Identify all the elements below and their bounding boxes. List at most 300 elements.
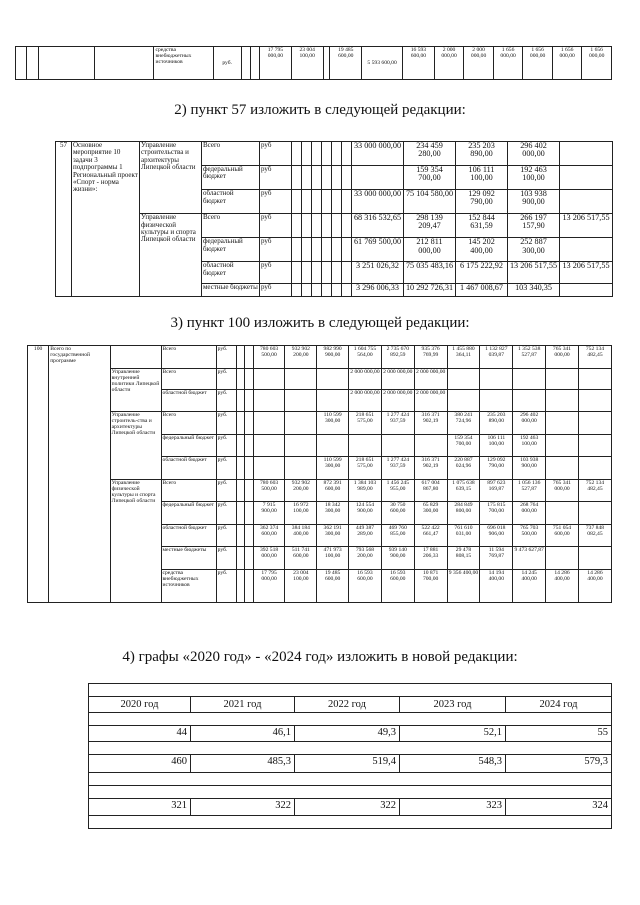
table-cell: 218 651 575,00 <box>349 457 382 480</box>
table-cell <box>285 368 317 390</box>
table-cell: руб. <box>216 411 236 434</box>
table-cell <box>245 524 253 547</box>
table-cell: Всего <box>202 142 260 166</box>
table-cell <box>546 434 579 457</box>
table-cell <box>342 190 352 214</box>
table-cell: руб <box>260 214 292 238</box>
table-cell: федеральный бюджет <box>161 434 216 457</box>
unit: руб. <box>213 47 241 80</box>
table-cell: местные бюджеты <box>202 284 260 297</box>
table-cell: 61 769 500,00 <box>352 238 404 262</box>
table-cell: 2 000 000,00 <box>381 390 414 412</box>
table-cell: руб. <box>216 502 236 525</box>
table-cell <box>250 47 259 80</box>
table-cell: 159 354 700,00 <box>404 166 456 190</box>
table-cell: Всего <box>202 214 260 238</box>
table-cell: 103 340,35 <box>508 284 560 297</box>
table-cell: областной бюджет <box>161 457 216 480</box>
table-cell <box>342 214 352 238</box>
table-cell: 2 735 670 892,59 <box>381 346 414 369</box>
table-cell: 9 356 400,00 <box>447 569 480 602</box>
table-cell <box>253 368 285 390</box>
table-cell <box>414 434 447 457</box>
value-cell: 1 656 000,00 <box>523 47 553 80</box>
table-cell: 29 478 808,15 <box>447 547 480 570</box>
table-cell: 316 371 902,19 <box>414 457 447 480</box>
table-cell: 485,3 <box>191 755 295 772</box>
item-name: Основное мероприятие 10 задачи 3 подпрограммы 1 Региональный проект «Спорт - норма жизни»: <box>72 142 140 297</box>
table-cell: 103 938 900,00 <box>508 190 560 214</box>
table-cell: 18 342 300,00 <box>317 502 349 525</box>
table-cell <box>245 457 253 480</box>
value-cell: 5 593 600,00 <box>362 47 403 80</box>
table-cell: 268 764 000,00 <box>513 502 546 525</box>
table-cell: 10 292 726,31 <box>404 284 456 297</box>
table-cell <box>285 457 317 480</box>
table-cell: 296 402 000,00 <box>513 411 546 434</box>
table-cell <box>342 166 352 190</box>
table-cell: 932 902 200,00 <box>285 346 317 369</box>
table-cell <box>38 47 95 80</box>
table-cell: 765 703 500,00 <box>513 524 546 547</box>
table-cell: 321 <box>89 798 191 815</box>
table-cell <box>546 502 579 525</box>
year-header: 2020 год <box>89 696 191 712</box>
table-cell <box>16 47 27 80</box>
table-cell: 696 018 906,00 <box>480 524 513 547</box>
table-cell: 52,1 <box>400 726 506 742</box>
table-cell <box>578 368 611 390</box>
table-cell: 30 750 600,00 <box>381 502 414 525</box>
table-cell: 17 795 000,00 <box>253 569 285 602</box>
table-cell: 316 371 902,19 <box>414 411 447 434</box>
executor: Управление строитель-ства и архитектуры Липецкой области <box>110 411 161 479</box>
item-number: 57 <box>56 142 72 297</box>
value-cell: 1 656 000,00 <box>552 47 582 80</box>
table-cell: 55 <box>506 726 612 742</box>
table-cell: 17 881 206,33 <box>414 547 447 570</box>
table-cell: 13 206 517,55 <box>508 262 560 284</box>
table-cell: 1 056 136 527,87 <box>513 479 546 502</box>
table-cell: 152 844 631,59 <box>456 214 508 238</box>
table-cell: руб. <box>216 434 236 457</box>
table-cell <box>546 368 579 390</box>
table-cell: 296 402 000,00 <box>508 142 560 166</box>
table-cell: 579,3 <box>506 755 612 772</box>
table-cell <box>332 284 342 297</box>
table-cell <box>342 284 352 297</box>
table-cell: 106 111 100,00 <box>456 166 508 190</box>
executor: Управление строительства и архитектуры Липецкой области <box>140 142 202 214</box>
value-cell: 2 000 000,00 <box>464 47 494 80</box>
table-cell: 298 139 209,47 <box>404 214 456 238</box>
table-cell: 780 603 500,00 <box>253 479 285 502</box>
table-cell: 2 000 000,00 <box>414 368 447 390</box>
item-name: Всего по государственной программе <box>49 346 110 603</box>
table-cell <box>302 262 312 284</box>
table-cell <box>560 190 613 214</box>
table-cell: 617 004 867,80 <box>414 479 447 502</box>
table-cell <box>332 190 342 214</box>
table-cell: 235 203 890,00 <box>456 142 508 166</box>
table-cell <box>322 238 332 262</box>
table-cell: областной бюджет <box>202 190 260 214</box>
table-cell <box>89 742 612 755</box>
value-cell: 16 593 600,00 <box>403 47 435 80</box>
table-cell <box>513 390 546 412</box>
table-cell: 765 341 000,00 <box>546 479 579 502</box>
table-cell <box>578 457 611 480</box>
table-cell: Всего <box>161 368 216 390</box>
table-cell <box>253 411 285 434</box>
table-cell: 110 599 300,00 <box>317 411 349 434</box>
table-cell <box>245 346 253 369</box>
table-cell <box>447 368 480 390</box>
table-cell: 13 206 517,55 <box>560 214 613 238</box>
table-cell: 3 251 026,32 <box>352 262 404 284</box>
table-cell: 1 455 880 364,11 <box>447 346 480 369</box>
table-cell <box>245 368 253 390</box>
table-cell <box>236 457 244 480</box>
table-cell: 380 241 724,96 <box>447 411 480 434</box>
table-cell: 11 594 769,87 <box>480 547 513 570</box>
table-cell <box>292 190 302 214</box>
table-cell: 10 871 700,00 <box>414 569 447 602</box>
table-cell: руб <box>260 284 292 297</box>
table-cell <box>312 284 322 297</box>
table-cell <box>342 262 352 284</box>
table-cell: 1 075 638 639,15 <box>447 479 480 502</box>
table-cell: 145 202 400,00 <box>456 238 508 262</box>
table-cell <box>349 434 382 457</box>
table-cell: 175 815 700,00 <box>480 502 513 525</box>
table-cell <box>322 142 332 166</box>
table-cell <box>292 238 302 262</box>
table-cell <box>95 47 154 80</box>
heading-item-57: 2) пункт 57 изложить в следующей редакции: <box>174 102 466 118</box>
table-cell: 322 <box>191 798 295 815</box>
table-cell <box>546 390 579 412</box>
table-cell: 13 206 517,55 <box>560 262 613 284</box>
table-cell <box>342 238 352 262</box>
value-cell: 23 004 100,00 <box>291 47 323 80</box>
table-cell <box>312 142 322 166</box>
table-cell <box>89 713 612 726</box>
value-cell: 19 485 600,00 <box>330 47 362 80</box>
table-cell: 33 000 000,00 <box>352 190 404 214</box>
table-cell: 252 887 300,00 <box>508 238 560 262</box>
table-cell <box>302 238 312 262</box>
table-cell <box>322 166 332 190</box>
table-cell <box>302 166 312 190</box>
table-cell <box>89 684 612 697</box>
table-cell <box>546 457 579 480</box>
table-cell <box>560 142 613 166</box>
table-cell <box>89 785 612 798</box>
table-cell <box>241 47 250 80</box>
table-cell: 761 610 031,00 <box>447 524 480 547</box>
table-cell <box>236 479 244 502</box>
table-cell: руб <box>260 142 292 166</box>
table-cell <box>292 142 302 166</box>
table-cell: 1 277 424 937,59 <box>381 457 414 480</box>
table-cell <box>285 390 317 412</box>
table-cell: 322 <box>295 798 400 815</box>
table-cell: 2 000 000,00 <box>414 390 447 412</box>
table-cell: 266 197 157,90 <box>508 214 560 238</box>
table-cell: 935 376 769,99 <box>414 346 447 369</box>
value-cell: 2 000 000,00 <box>434 47 464 80</box>
table-cell: 124 554 900,00 <box>349 502 382 525</box>
table-cell <box>302 214 312 238</box>
table-cell <box>312 238 322 262</box>
table-cell: руб. <box>216 524 236 547</box>
table-cell <box>578 547 611 570</box>
table-cell: областной бюджет <box>161 390 216 412</box>
table-cell: руб. <box>216 368 236 390</box>
table-cell: 3 296 006,33 <box>352 284 404 297</box>
year-header: 2021 год <box>191 696 295 712</box>
table-cell <box>292 284 302 297</box>
table-cell <box>513 368 546 390</box>
table-cell <box>89 772 612 785</box>
table-cell: 2 000 000,00 <box>349 368 382 390</box>
table-cell: 897 623 169,87 <box>480 479 513 502</box>
table-cell: 75 104 580,00 <box>404 190 456 214</box>
table-cell <box>236 411 244 434</box>
table-cell: 449 387 289,00 <box>349 524 382 547</box>
table-cell <box>292 166 302 190</box>
table-cell: 129 092 790,00 <box>480 457 513 480</box>
table-cell: 19 485 600,00 <box>317 569 349 602</box>
value-cell: 1 656 000,00 <box>582 47 612 80</box>
heading-item-100: 3) пункт 100 изложить в следующей редакции: <box>170 315 470 331</box>
table-cell: 220 887 024,96 <box>447 457 480 480</box>
table-cell: 324 <box>506 798 612 815</box>
table-cell: 384 184 400,00 <box>285 524 317 547</box>
table-cell <box>322 284 332 297</box>
table-cell: 471 973 100,00 <box>317 547 349 570</box>
table-cell: 16 593 600,00 <box>381 569 414 602</box>
table-cell <box>285 434 317 457</box>
executor: Управление физической культуры и спорта Липецкой области <box>140 214 202 297</box>
table-cell <box>381 434 414 457</box>
table-cell: 1 132 827 039,87 <box>480 346 513 369</box>
table-cell <box>236 502 244 525</box>
table-cell <box>578 502 611 525</box>
table-cell <box>312 262 322 284</box>
table-cell <box>447 390 480 412</box>
previous-table-fragment <box>15 46 612 80</box>
table-cell <box>560 284 613 297</box>
table-cell: 16 972 100,00 <box>285 502 317 525</box>
table-cell: 106 111 100,00 <box>480 434 513 457</box>
table-cell: 7 915 900,00 <box>253 502 285 525</box>
table-cell: 519,4 <box>295 755 400 772</box>
table-cell: средства внебюджетных источников <box>161 569 216 602</box>
table-cell: 1 352 538 527,87 <box>513 346 546 369</box>
table-cell: 23 004 100,00 <box>285 569 317 602</box>
table-cell: Всего <box>161 346 216 369</box>
table-cell <box>342 142 352 166</box>
table-cell: 932 902 200,00 <box>285 479 317 502</box>
table-cell: областной бюджет <box>161 524 216 547</box>
table-cell <box>322 214 332 238</box>
table-cell: руб. <box>216 569 236 602</box>
table-cell: 65 829 300,00 <box>414 502 447 525</box>
table-cell <box>110 346 161 369</box>
year-header: 2023 год <box>400 696 506 712</box>
item-number: 100 <box>28 346 49 603</box>
table-cell: руб. <box>216 346 236 369</box>
table-cell <box>317 368 349 390</box>
table-cell <box>302 284 312 297</box>
table-cell <box>245 502 253 525</box>
table-cell: 49,3 <box>295 726 400 742</box>
table-cell: 68 316 532,65 <box>352 214 404 238</box>
table-cell: 751 054 600,00 <box>546 524 579 547</box>
table-cell <box>322 190 332 214</box>
table-cell: 460 <box>89 755 191 772</box>
table-cell: руб. <box>216 547 236 570</box>
item-100-table <box>27 345 612 603</box>
table-cell: 469 760 855,00 <box>381 524 414 547</box>
table-cell <box>332 238 342 262</box>
table-cell <box>253 390 285 412</box>
table-cell <box>317 390 349 412</box>
table-cell <box>89 815 612 828</box>
table-cell: 159 354 700,00 <box>447 434 480 457</box>
table-cell: 16 593 600,00 <box>349 569 382 602</box>
table-cell <box>236 434 244 457</box>
table-cell: 737 848 082,45 <box>578 524 611 547</box>
table-cell: местные бюджеты <box>161 547 216 570</box>
table-cell: 212 811 000,00 <box>404 238 456 262</box>
table-cell <box>292 262 302 284</box>
table-cell: Всего <box>161 411 216 434</box>
table-cell: 872 391 600,00 <box>317 479 349 502</box>
table-cell: руб. <box>216 479 236 502</box>
table-cell <box>323 47 330 80</box>
table-cell <box>322 262 332 284</box>
table-cell: 780 603 500,00 <box>253 346 285 369</box>
value-cell: 1 656 000,00 <box>493 47 523 80</box>
table-cell <box>578 411 611 434</box>
table-cell <box>332 142 342 166</box>
table-cell: 110 599 300,00 <box>317 457 349 480</box>
table-cell: федеральный бюджет <box>202 238 260 262</box>
table-cell <box>27 47 38 80</box>
table-cell: 14 194 400,00 <box>480 569 513 602</box>
table-cell: 192 463 100,00 <box>508 166 560 190</box>
table-cell <box>546 547 579 570</box>
table-cell <box>253 457 285 480</box>
table-cell: 939 140 900,00 <box>381 547 414 570</box>
table-cell: 522 422 661,47 <box>414 524 447 547</box>
table-cell <box>560 238 613 262</box>
table-cell <box>236 569 244 602</box>
table-cell: областной бюджет <box>202 262 260 284</box>
table-cell <box>560 166 613 190</box>
table-cell <box>236 524 244 547</box>
table-cell: 548,3 <box>400 755 506 772</box>
item-57-table <box>55 141 613 297</box>
table-cell: 14 245 400,00 <box>513 569 546 602</box>
table-cell: федеральный бюджет <box>202 166 260 190</box>
table-cell: 752 134 482,45 <box>578 346 611 369</box>
table-cell: 392 518 000,00 <box>253 547 285 570</box>
table-cell: 192 463 100,00 <box>513 434 546 457</box>
table-cell <box>236 547 244 570</box>
table-cell <box>245 569 253 602</box>
years-table <box>88 683 612 829</box>
table-cell: 1 277 424 937,59 <box>381 411 414 434</box>
table-cell: 44 <box>89 726 191 742</box>
heading-years: 4) графы «2020 год» - «2024 год» изложить в новой редакции: <box>122 649 518 665</box>
table-cell: 1 604 755 564,00 <box>349 346 382 369</box>
table-cell: 765 341 000,00 <box>546 346 579 369</box>
table-cell: 33 000 000,00 <box>352 142 404 166</box>
table-cell: 323 <box>400 798 506 815</box>
table-cell <box>312 166 322 190</box>
table-cell <box>312 190 322 214</box>
table-cell <box>480 368 513 390</box>
table-cell <box>245 547 253 570</box>
table-cell: 2 000 000,00 <box>349 390 382 412</box>
table-cell: 14 286 400,00 <box>546 569 579 602</box>
table-cell <box>302 142 312 166</box>
table-cell: 14 286 400,00 <box>578 569 611 602</box>
table-cell <box>245 411 253 434</box>
table-cell: руб <box>260 262 292 284</box>
table-cell: руб. <box>216 390 236 412</box>
table-cell <box>253 434 285 457</box>
table-cell <box>332 262 342 284</box>
table-cell <box>332 214 342 238</box>
table-cell: 1 456 245 955,00 <box>381 479 414 502</box>
table-cell: руб <box>260 238 292 262</box>
table-cell: Всего <box>161 479 216 502</box>
table-cell: руб. <box>216 457 236 480</box>
table-cell <box>236 368 244 390</box>
table-cell: 982 990 900,00 <box>317 346 349 369</box>
table-cell: 1 384 103 989,00 <box>349 479 382 502</box>
table-cell <box>302 190 312 214</box>
table-cell: 75 035 483,16 <box>404 262 456 284</box>
table-cell: 46,1 <box>191 726 295 742</box>
table-cell <box>245 390 253 412</box>
table-cell: руб <box>260 166 292 190</box>
table-cell <box>312 214 322 238</box>
table-cell: 362 374 600,00 <box>253 524 285 547</box>
table-cell <box>236 346 244 369</box>
table-cell <box>332 166 342 190</box>
table-cell: 103 938 900,00 <box>513 457 546 480</box>
table-cell <box>245 434 253 457</box>
table-cell: 235 203 890,00 <box>480 411 513 434</box>
table-cell <box>236 390 244 412</box>
table-cell: федеральный бюджет <box>161 502 216 525</box>
table-cell <box>578 434 611 457</box>
year-header: 2022 год <box>295 696 400 712</box>
table-cell: 2 000 000,00 <box>381 368 414 390</box>
table-cell: 6 175 222,92 <box>456 262 508 284</box>
table-cell <box>352 166 404 190</box>
table-cell: 511 741 600,00 <box>285 547 317 570</box>
table-cell: 218 651 575,00 <box>349 411 382 434</box>
table-cell <box>245 479 253 502</box>
executor: Управление внутренней политики Липецкой области <box>110 368 161 411</box>
